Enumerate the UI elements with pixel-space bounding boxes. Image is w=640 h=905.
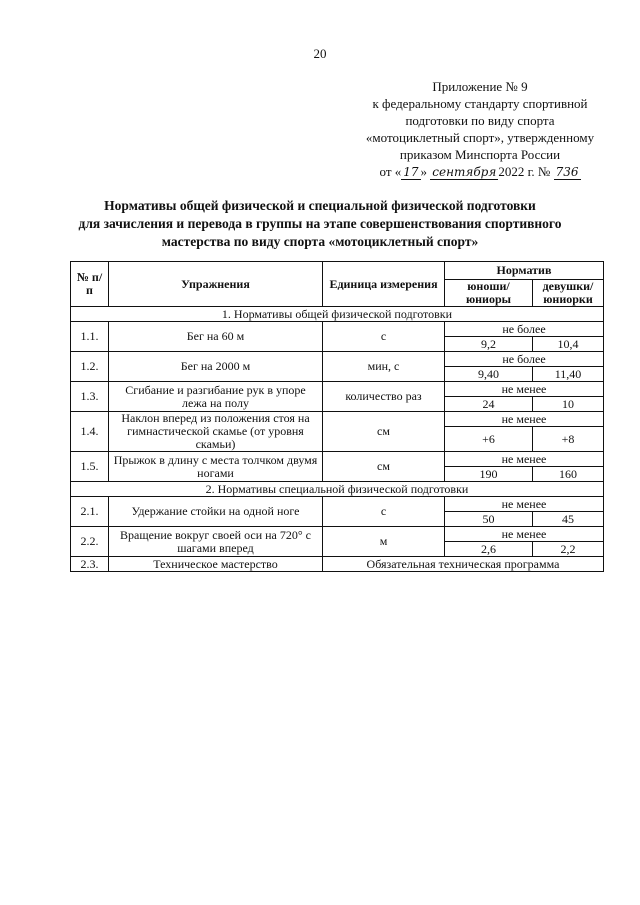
row-unit: с — [323, 322, 445, 352]
row-condition: не более — [445, 352, 604, 367]
document-title — [40, 197, 600, 251]
row-boys-value: 50 — [445, 512, 533, 527]
row-exercise: Техническое мастерство — [109, 557, 323, 572]
row-unit: см — [323, 452, 445, 482]
page-number: 20 — [313, 46, 327, 61]
row-condition: не менее — [445, 497, 604, 512]
row-num: 2.1. — [71, 497, 109, 527]
date-day: 17 — [403, 165, 419, 179]
row-condition: не менее — [445, 527, 604, 542]
row-exercise: Вращение вокруг своей оси на 720° с шагами вперед — [109, 527, 323, 557]
appendix-line-1: Приложение № 9 — [432, 79, 528, 94]
title-line-2: для зачисления и перевода в группы на этапе совершенствования спортивного — [78, 216, 562, 231]
row-condition: не менее — [445, 452, 604, 467]
row-num: 2.2. — [71, 527, 109, 557]
appendix-header — [330, 78, 630, 181]
row-girls-value: 2,2 — [533, 542, 604, 557]
row-unit: мин, с — [323, 352, 445, 382]
row-girls-value: 160 — [533, 467, 604, 482]
row-exercise: Сгибание и разгибание рук в упоре лежа на полу — [109, 382, 323, 412]
appendix-date-line — [330, 163, 630, 181]
header-exercise: Упражнения — [109, 262, 323, 307]
header-norm: Норматив — [445, 262, 604, 280]
row-boys-value: 9,40 — [445, 367, 533, 382]
row-num: 1.2. — [71, 352, 109, 382]
appendix-line-3: подготовки по виду спорта — [405, 113, 555, 128]
section-2-title: 2. Нормативы специальной физической подготовки — [71, 482, 604, 497]
header-unit: Единица измерения — [323, 262, 445, 307]
row-exercise: Бег на 60 м — [109, 322, 323, 352]
header-girls: девушки/ юниорки — [533, 280, 604, 307]
date-year: 2022 г. № — [498, 164, 551, 179]
section-1-title: 1. Нормативы общей физической подготовки — [71, 307, 604, 322]
title-line-3: мастерства по виду спорта «мотоциклетный спорт» — [161, 234, 479, 249]
row-girls-value: 45 — [533, 512, 604, 527]
title-line-1: Нормативы общей физической и специальной физической подготовки — [104, 198, 536, 213]
row-exercise: Наклон вперед из положения стоя на гимнастической скамье (от уровня скамьи) — [109, 412, 323, 452]
row-num: 1.4. — [71, 412, 109, 452]
row-boys-value: 190 — [445, 467, 533, 482]
row-condition: не менее — [445, 412, 604, 427]
row-exercise: Прыжок в длину с места толчком двумя ногами — [109, 452, 323, 482]
row-condition: не менее — [445, 382, 604, 397]
norms-table — [70, 261, 604, 572]
row-num: 1.1. — [71, 322, 109, 352]
row-girls-value: +8 — [533, 427, 604, 452]
row-boys-value: +6 — [445, 427, 533, 452]
row-girls-value: 10 — [533, 397, 604, 412]
row-condition: не более — [445, 322, 604, 337]
row-exercise: Бег на 2000 м — [109, 352, 323, 382]
date-month: сентября — [432, 165, 497, 179]
order-number: 736 — [555, 165, 579, 179]
appendix-line-2: к федеральному стандарту спортивной — [372, 96, 588, 111]
row-girls-value: 10,4 — [533, 337, 604, 352]
row-num: 2.3. — [71, 557, 109, 572]
date-prefix: от « — [379, 164, 402, 179]
date-mid: » — [420, 164, 428, 179]
row-unit: м — [323, 527, 445, 557]
appendix-line-5: приказом Минспорта России — [399, 147, 561, 162]
row-exercise: Удержание стойки на одной ноге — [109, 497, 323, 527]
row-num: 1.3. — [71, 382, 109, 412]
row-boys-value: 24 — [445, 397, 533, 412]
appendix-line-4: «мотоциклетный спорт», утвержденному — [365, 130, 595, 145]
row-unit: см — [323, 412, 445, 452]
row-girls-value: 11,40 — [533, 367, 604, 382]
row-unit: количество раз — [323, 382, 445, 412]
row-boys-value: 2,6 — [445, 542, 533, 557]
row-unit: с — [323, 497, 445, 527]
row-boys-value: 9,2 — [445, 337, 533, 352]
header-boys: юноши/ юниоры — [445, 280, 533, 307]
header-num: № п/п — [71, 262, 109, 307]
row-num: 1.5. — [71, 452, 109, 482]
row-merged-requirement: Обязательная техническая программа — [323, 557, 604, 572]
